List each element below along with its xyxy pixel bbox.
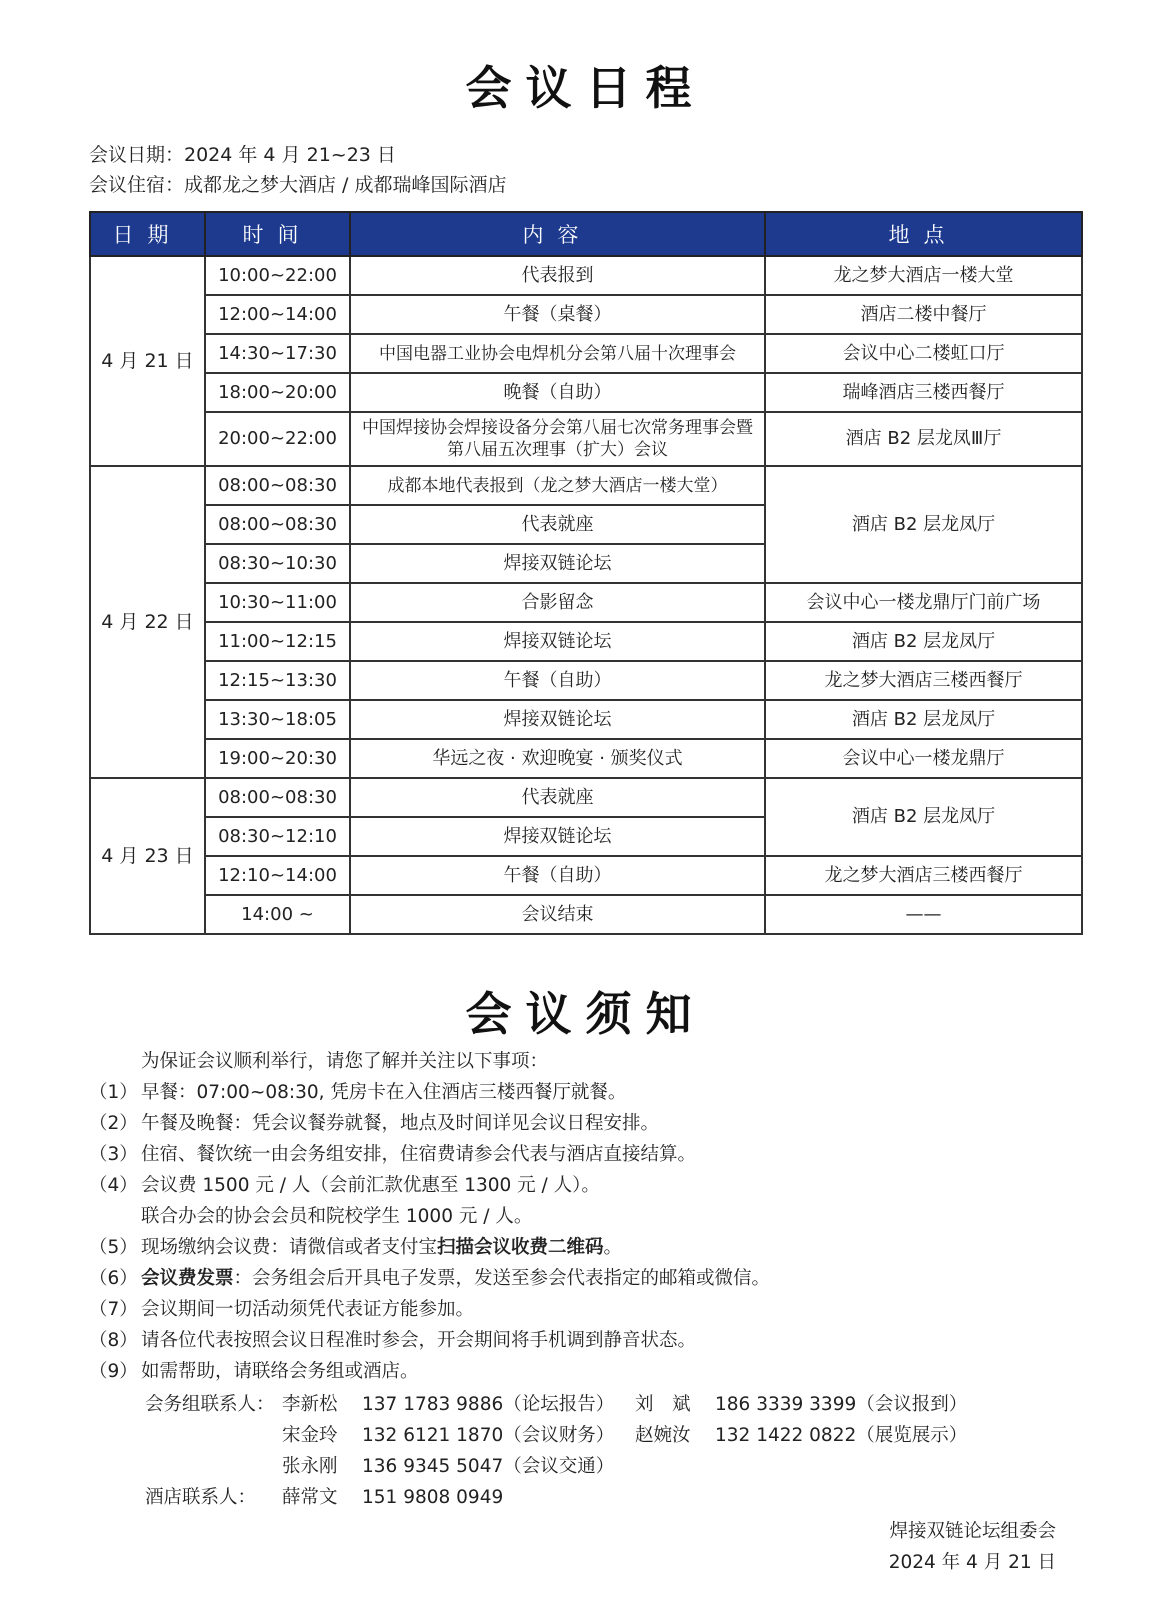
time-cell: 12:10~14:00 (205, 856, 350, 895)
content-cell: 代表报到 (350, 256, 765, 295)
place-cell: —— (765, 895, 1082, 934)
contact-name: 李新松 (282, 1394, 338, 1415)
notice-intro: 为保证会议顺利举行，请您了解并关注以下事项： (141, 1051, 549, 1072)
schedule-table (89, 211, 1083, 935)
time-cell: 12:00~14:00 (205, 295, 350, 334)
place-cell: 酒店二楼中餐厅 (765, 295, 1082, 334)
content-cell: 焊接双链论坛 (350, 544, 765, 583)
contact-name: 张永刚 (282, 1456, 338, 1477)
content-cell: 代表就座 (350, 778, 765, 817)
notice-item: （8） 请各位代表按照会议日程准时参会，开会期间将手机调到静音状态。 (89, 1330, 697, 1351)
notice-item-continued: 联合办会的协会会员和院校学生 1000 元 / 人。 (141, 1206, 533, 1227)
time-cell: 08:00~08:30 (205, 778, 350, 817)
notice-item: （6） 会议费发票：会务组会后开具电子发票，发送至参会代表指定的邮箱或微信。 (89, 1268, 771, 1289)
content-cell: 晚餐（自助） (350, 373, 765, 412)
contact-name: 宋金玲 (282, 1425, 338, 1446)
table-row (90, 334, 1082, 373)
content-cell: 中国焊接协会焊接设备分会第八届七次常务理事会暨第八届五次理事（扩大）会议 (350, 412, 765, 466)
contact-name: 薛常文 (282, 1487, 338, 1508)
date-cell: 4 月 22 日 (90, 466, 205, 778)
table-row (90, 895, 1082, 934)
notice-item: （1） 早餐：07:00~08:30, 凭房卡在入住酒店三楼西餐厅就餐。 (89, 1082, 627, 1103)
table-row (90, 373, 1082, 412)
header-date: 日期 (90, 212, 205, 256)
content-cell: 中国电器工业协会电焊机分会第八届十次理事会 (350, 334, 765, 373)
place-cell: 酒店 B2 层龙凤厅 (765, 466, 1082, 583)
date-cell: 4 月 23 日 (90, 778, 205, 934)
meeting-date: 会议日期：2024 年 4 月 21~23 日 (89, 144, 396, 166)
contact-name: 赵婉汝 (635, 1425, 691, 1446)
table-row (90, 583, 1082, 622)
content-cell: 午餐（桌餐） (350, 295, 765, 334)
place-cell: 酒店 B2 层龙凤Ⅲ厅 (765, 412, 1082, 466)
time-cell: 20:00~22:00 (205, 412, 350, 466)
schedule-title: 会议日程 (465, 61, 706, 115)
place-cell: 酒店 B2 层龙凤厅 (765, 700, 1082, 739)
header-content: 内容 (350, 212, 765, 256)
meeting-hotel: 会议住宿：成都龙之梦大酒店 / 成都瑞峰国际酒店 (89, 174, 507, 196)
time-cell: 11:00~12:15 (205, 622, 350, 661)
notice-item: （2） 午餐及晚餐：凭会议餐券就餐，地点及时间详见会议日程安排。 (89, 1113, 660, 1134)
content-cell: 合影留念 (350, 583, 765, 622)
table-row (90, 295, 1082, 334)
contact-phone: 151 9808 0949 (362, 1487, 504, 1508)
place-cell: 会议中心一楼龙鼎厅门前广场 (765, 583, 1082, 622)
place-cell: 瑞峰酒店三楼西餐厅 (765, 373, 1082, 412)
table-header-row (90, 212, 1082, 256)
contact-phone: 132 1422 0822（展览展示） (715, 1425, 968, 1446)
table-row (90, 778, 1082, 817)
table-row (90, 466, 1082, 505)
content-cell: 代表就座 (350, 505, 765, 544)
content-cell: 焊接双链论坛 (350, 817, 765, 856)
place-cell: 龙之梦大酒店三楼西餐厅 (765, 856, 1082, 895)
hotel-contact-label: 酒店联系人： (145, 1487, 257, 1508)
place-cell: 龙之梦大酒店三楼西餐厅 (765, 661, 1082, 700)
time-cell: 10:00~22:00 (205, 256, 350, 295)
staff-contact-label: 会务组联系人： (145, 1394, 275, 1415)
date-cell: 4 月 21 日 (90, 256, 205, 466)
time-cell: 08:30~12:10 (205, 817, 350, 856)
place-cell: 酒店 B2 层龙凤厅 (765, 778, 1082, 856)
time-cell: 12:15~13:30 (205, 661, 350, 700)
table-row (90, 661, 1082, 700)
time-cell: 10:30~11:00 (205, 583, 350, 622)
contact-phone: 132 6121 1870（会议财务） (362, 1425, 615, 1446)
contact-name: 刘 斌 (635, 1394, 691, 1415)
notice-item: （7） 会议期间一切活动须凭代表证方能参加。 (89, 1299, 475, 1320)
time-cell: 13:30~18:05 (205, 700, 350, 739)
place-cell: 会议中心二楼虹口厅 (765, 334, 1082, 373)
content-cell: 午餐（自助） (350, 661, 765, 700)
signature-date: 2024 年 4 月 21 日 (888, 1552, 1056, 1573)
table-row (90, 256, 1082, 295)
time-cell: 08:00~08:30 (205, 505, 350, 544)
signature-org: 焊接双链论坛组委会 (889, 1521, 1056, 1542)
header-place: 地点 (765, 212, 1082, 256)
table-row (90, 856, 1082, 895)
notice-item: （3） 住宿、餐饮统一由会务组安排，住宿费请参会代表与酒店直接结算。 (89, 1144, 697, 1165)
notice-list (89, 1046, 1089, 1387)
content-cell: 华远之夜 · 欢迎晚宴 · 颁奖仪式 (350, 739, 765, 778)
header-time: 时间 (205, 212, 350, 256)
content-cell: 焊接双链论坛 (350, 622, 765, 661)
place-cell: 会议中心一楼龙鼎厅 (765, 739, 1082, 778)
time-cell: 08:00~08:30 (205, 466, 350, 505)
notice-title: 会议须知 (465, 987, 706, 1041)
time-cell: 18:00~20:00 (205, 373, 350, 412)
time-cell: 19:00~20:30 (205, 739, 350, 778)
table-row (90, 739, 1082, 778)
notice-item: （5） 现场缴纳会议费：请微信或者支付宝扫描会议收费二维码。 (89, 1237, 623, 1258)
place-cell: 龙之梦大酒店一楼大堂 (765, 256, 1082, 295)
contact-phone: 186 3339 3399（会议报到） (715, 1394, 968, 1415)
table-row (90, 622, 1082, 661)
table-row (90, 700, 1082, 739)
time-cell: 14:30~17:30 (205, 334, 350, 373)
place-cell: 酒店 B2 层龙凤厅 (765, 622, 1082, 661)
notice-item: （4） 会议费 1500 元 / 人（会前汇款优惠至 1300 元 / 人）。 (89, 1175, 600, 1196)
contact-phone: 136 9345 5047（会议交通） (362, 1456, 615, 1477)
content-cell: 会议结束 (350, 895, 765, 934)
content-cell: 成都本地代表报到（龙之梦大酒店一楼大堂） (350, 466, 765, 505)
time-cell: 14:00 ~ (205, 895, 350, 934)
notice-item: （9） 如需帮助，请联络会务组或酒店。 (89, 1361, 419, 1382)
table-row (90, 412, 1082, 466)
content-cell: 午餐（自助） (350, 856, 765, 895)
contact-phone: 137 1783 9886（论坛报告） (362, 1394, 615, 1415)
time-cell: 08:30~10:30 (205, 544, 350, 583)
content-cell: 焊接双链论坛 (350, 700, 765, 739)
